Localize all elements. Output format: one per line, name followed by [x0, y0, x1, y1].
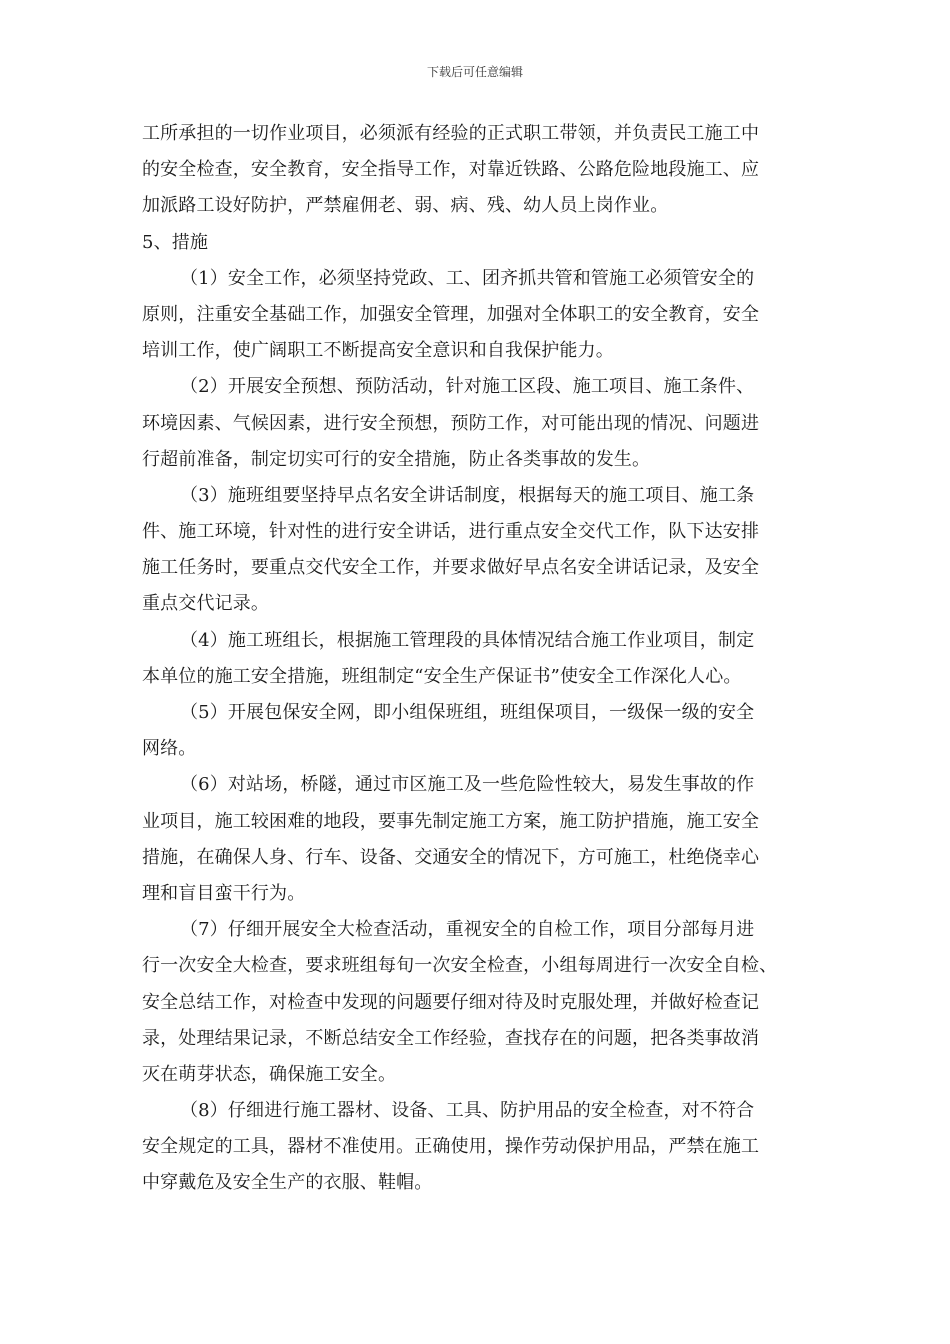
page-header-note: 下载后可任意编辑 — [426, 65, 523, 79]
paragraph-start: （8）仔细进行施工器材、设备、工具、防护用品的安全检查，对不符合 — [180, 1100, 755, 1122]
paragraph-start: （3）施班组要坚持早点名安全讲话制度，根据每天的施工项目、施工条 — [180, 484, 755, 506]
text-line: 的安全检查，安全教育，安全指导工作，对靠近铁路、公路危险地段施工、应 — [142, 159, 760, 181]
paragraph-start: （5）开展包保安全网，即小组保班组，班组保项目，一级保一级的安全 — [180, 702, 755, 723]
text-line: 重点交代记录。 — [142, 593, 270, 615]
text-line: 行超前准备，制定切实可行的安全措施，防止各类事故的发生。 — [142, 448, 651, 470]
text-line: 安全总结工作，对检查中发现的问题要仔细对待及时克服处理，并做好检查记 — [142, 991, 760, 1013]
text-line: 件、施工环境，针对性的进行安全讲话，进行重点安全交代工作，队下达安排 — [142, 521, 760, 543]
text-line: 业项目，施工较困难的地段，要事先制定施工方案，施工防护措施，施工安全 — [142, 810, 760, 832]
text-line: 灭在萌芽状态，确保施工安全。 — [142, 1063, 397, 1085]
text-line: 施工任务时，要重点交代安全工作，并要求做好早点名安全讲话记录，及安全 — [142, 557, 760, 579]
text-line: 行一次安全大检查，要求班组每旬一次安全检查，小组每周进行一次安全自检、 — [142, 955, 778, 977]
section-heading: 5、措施 — [142, 231, 209, 253]
text-line: 中穿戴危及安全生产的衣服、鞋帽。 — [142, 1172, 433, 1194]
text-line: 原则，注重安全基础工作，加强安全管理，加强对全体职工的安全教育，安全 — [142, 303, 760, 325]
paragraph-start: （1）安全工作，必须坚持党政、工、团齐抓共管和管施工必须管安全的 — [180, 267, 755, 289]
text-line: 工所承担的一切作业项目，必须派有经验的正式职工带领，并负责民工施工中 — [142, 123, 760, 144]
paragraph-start: （7）仔细开展安全大检查活动，重视安全的自检工作，项目分部每月进 — [180, 919, 755, 941]
text-line: 录，处理结果记录，不断总结安全工作经验，查找存在的问题，把各类事故消 — [142, 1027, 760, 1049]
text-line: 理和盲目蛮干行为。 — [142, 882, 306, 904]
paragraph-start: （6）对站场，桥隧，通过市区施工及一些危险性较大，易发生事故的作 — [180, 774, 755, 796]
paragraph-start: （2）开展安全预想、预防活动，针对施工区段、施工项目、施工条件、 — [180, 376, 755, 398]
text-line: 环境因素、气候因素，进行安全预想，预防工作，对可能出现的情况、问题进 — [142, 412, 760, 434]
text-line: 培训工作，使广阔职工不断提高安全意识和自我保护能力。 — [142, 340, 614, 362]
document-body — [142, 116, 810, 1202]
text-line: 本单位的施工安全措施，班组制定“安全生产保证书”使安全工作深化人心。 — [142, 665, 742, 687]
text-line: 安全规定的工具，器材不准使用。正确使用，操作劳动保护用品，严禁在施工 — [142, 1136, 760, 1158]
text-line: 网络。 — [142, 738, 197, 760]
text-line: 加派路工设好防护，严禁雇佣老、弱、病、残、幼人员上岗作业。 — [142, 195, 669, 217]
paragraph-start: （4）施工班组长，根据施工管理段的具体情况结合施工作业项目，制定 — [180, 629, 755, 651]
text-line: 措施，在确保人身、行车、设备、交通安全的情况下，方可施工，杜绝侥幸心 — [142, 846, 760, 868]
